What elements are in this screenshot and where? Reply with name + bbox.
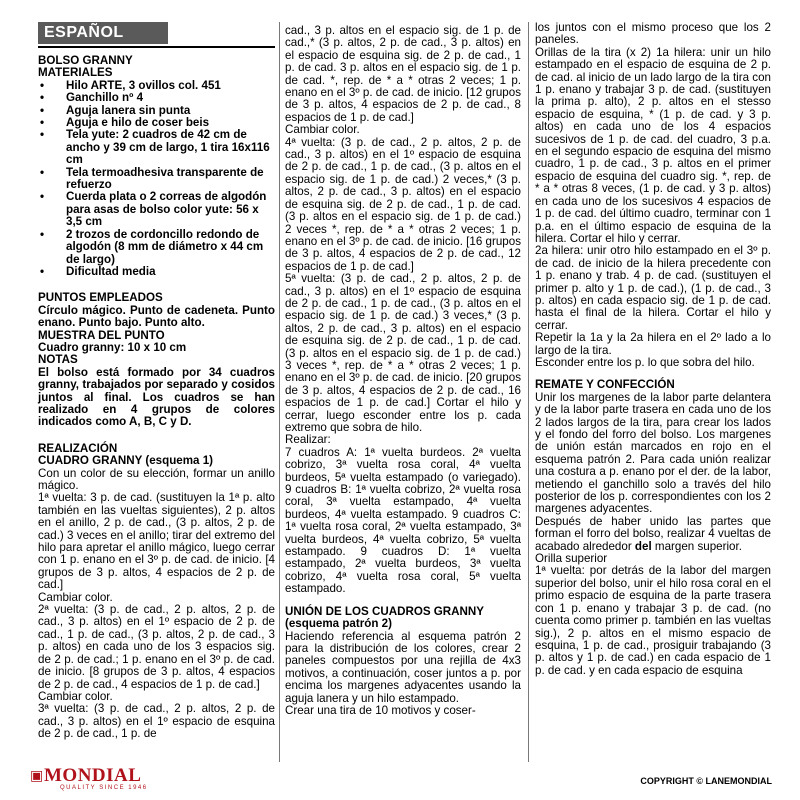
union-text: Haciendo referencia al esquema patrón 2 para la distribución de los colores, crear 2 paneles compuestos por una rejilla de 4x3 motivos, a continuación, coser juntos a p. por encima los margenes adyacentes usando la aguja lanera y un hilo estampado. (285, 629, 521, 705)
sample-heading: MUESTRA DEL PUNTO (38, 328, 165, 342)
list-item: • Dificultad media (38, 266, 275, 278)
round-1-text: 1ª vuelta: 3 p. de cad. (sustituyen la 1ª p. alto también en las vueltas siguientes), 2 p. altos en el anillo, 2 p. de cad., (3 p. altos, 2 p. de cad.) 3 veces en el anillo; tirar del extremo del hilo para apretar el anillo mágico, luego cerrar con 1 p. enano en el 3º p. de cad. de inicio. [4 grupos de 3 p. altos, 4 espacios de 2 p. de cad.] (38, 491, 275, 592)
list-item: • Tela termoadhesiva transparente de refuerzo (38, 167, 275, 192)
upper-round-1-text: 1ª vuelta: por detrás de la labor del margen superior del bolso, unir el hilo rosa coral en el primo espacio de esquina de la parte trasera con 1 p. enano y trabajar 3 p. de cad. (no cuenta como primer p. también en las vueltas sig.), 2 p. altos en el mismo espacio de esquina, 1 p. de cad., prosiguir trabajando (3 p. altos y 1 p. de cad.) en cada espacio de 1 p. de cad. y en cada espacio de esquina (535, 564, 771, 677)
brand-name: MONDIAL (44, 765, 142, 786)
column-3 (535, 22, 771, 677)
brand-mark-icon: ▣ (30, 767, 44, 783)
language-label: ESPAÑOL (38, 22, 168, 44)
sample-text: Cuadro granny: 10 x 10 cm (38, 340, 187, 354)
pattern-title: BOLSO GRANNY (38, 54, 133, 67)
materials-list (38, 80, 275, 279)
materials-heading: MATERIALES (38, 66, 113, 80)
column-divider-1 (279, 22, 280, 762)
list-item: • 2 trozos de cordoncillo redondo de algodón (8 mm de diámetro x 44 cm de largo) (38, 229, 275, 266)
copyright-text: COPYRIGHT © LANEMONDIAL (640, 776, 772, 786)
list-item: • Hilo ARTE, 3 ovillos col. 451 (38, 80, 275, 92)
mondial-logo (30, 766, 170, 794)
repeat-text: Repetir la 1a y la 2a hilera en el 2º lado a lo largo de la tira. (535, 331, 771, 357)
realizar-label: Realizar: (285, 433, 331, 447)
column-2 (285, 25, 521, 717)
round-5-text: 5ª vuelta: (3 p. de cad., 2 p. altos, 2 p. de cad., 3 p. altos) en el 1º espacio de esquina de 2 p. de cad., 1 p. de cad., (3 p. altos en el espacio sig. de 1 p. de cad.) 3 veces,* (3 p. altos, 2 p. de cad., 3 p. altos) en el espacio de esquina sig. de 2 p. de cad., 1 p. de cad. (3 p. altos en el espacio sig. de 1 p. de cad.) 3 veces *, rep. de * a * otras 2 veces; 1 p. enano en el 3º p. de cad. de inicio. [20 grupos de 3 p. altos, 4 espacios de 2 p. de cad., 16 espacios de 1 p. de cad.] Cortar el hilo y cerrar, luego esconder entre los p. cada extremo que sobra de hilo. (285, 272, 521, 434)
column-divider-2 (528, 22, 529, 762)
union-strip-text: Crear una tira de 10 motivos y coser- (285, 703, 476, 717)
header-rule (38, 46, 275, 48)
change-color-text: Cambiar color. (38, 590, 113, 604)
color-groups-text: 7 cuadros A: 1ª vuelta burdeos. 2ª vuelta cobrizo, 3ª vuelta rosa coral, 4ª vuelta burdeos, 5ª vuelta estampado (o variegado). 9 cuadros B: 1ª vuelta cobrizo, 2ª vuelta rosa coral, 3ª vuelta estampado, 4ª vuelta burdeos, 4ª vuelta estampado. 9 cuadros C: 1ª vuelta rosa coral, 2ª vuelta estampado, 3ª vuelta burdeos, 4ª vuelta cobrizo, 5ª vuelta estampado. 9 cuadros D: 1ª vuelta estampado, 2ª vuelta burdeos, 3ª vuelta cobrizo, 4ª vuelta rosa coral, 5ª vuelta estampado. (285, 445, 521, 596)
upper-edge-label: Orilla superior (535, 552, 608, 566)
finish-heading: REMATE Y CONFECCIÓN (535, 378, 675, 392)
column-1 (38, 55, 275, 741)
intro-text: Con un color de su elección, formar un anillo mágico. (38, 466, 275, 492)
finish-text: Unir los margenes de la labor parte delantera y de la labor parte trasera en cada uno de los 2 lados largos de la tira, para crear los lados y el fondo del forro del bolso. Los margenes de unión están marcados en rojo en el esquema patrón 2. Para cada unión realizar una costura a p. enano por el der. de la labor, metiendo el ganchillo solo a través del hilo posterior de los p. correspondientes con los 2 margenes adyacentes. (535, 390, 771, 516)
list-item: • Aguja e hilo de coser beis (38, 117, 275, 129)
list-item: • Aguja lanera sin punta (38, 105, 275, 117)
round-3-continued-text: cad., 3 p. altos en el espacio sig. de 1 p. de cad.,* (3 p. altos, 2 p. de cad., 3 p. altos) en el espacio de esquina sig. de 2 p. de cad., 1 p. de cad. 3 p. altos en el espacio sig. de 1 p. de cad. *, rep. de * a * otras 2 veces; 1 p. enano en el 3º p. de cad. de inicio. [12 grupos de 3 p. altos, 4 espacios de 2 p. de cad., 8 espacios de 1 p. de cad.] (285, 24, 521, 124)
list-item: • Ganchillo nº 4 (38, 92, 275, 104)
list-item: • Tela yute: 2 cuadros de 42 cm de ancho y 39 cm de largo, 1 tira 16x116 cm (38, 129, 275, 166)
finish-2-part-b: del (634, 539, 652, 553)
round-3-text: 3ª vuelta: (3 p. de cad., 2 p. altos, 2 p. de cad., 3 p. altos) en el 1º espacio de esquina de 2 p. de cad., 1 p. de (38, 702, 275, 741)
notes-text: El bolso está formado por 34 cuadros granny, trabajados por separado y cosidos juntos al final. Los cuadros se han realizado en 4 grupos de colores indicados como A, B, C y D. (38, 365, 275, 429)
edges-text: Orillas de la tira (x 2) 1a hilera: unir un hilo estampado en el espacio de esquina de 2 p. de cad. al inicio de un lado largo de la tira con 1 p. enano y trabajar 3 p. de cad. (sustituyen la prima p. alto), 2 p. altos en el stesso espacio de esquina, * (1 p. de cad. y 3 p. altos) en cada uno de los 4 espacios sucesivos de 1 p. de cad. del cuadro, 3 p.a. en el segundo espacio de esquina del mismo cuadro, 1 p. de cad., 3 p. altos en el primer espacio de esquina del cuadro sig. *, rep. de * a * otras 8 veces, (1 p. de cad. y 3 p. altos) en cada uno de los sucesivos 4 espacios de 1 p. de cad. del último cuadro, terminar con 1 p.a. en el último espacio de esquina de la hilera. Cortar el hilo y cerrar. (535, 45, 771, 245)
round-4-text: 4ª vuelta: (3 p. de cad., 2 p. altos, 2 p. de cad., 3 p. altos) en el 1º espacio de esquina de 2 p. de cad., 1 p. de cad., (3 p. altos en el espacio sig. de 1 p. de cad.) 2 veces,* (3 p. altos, 2 p. de cad., 3 p. altos) en el espacio de esquina sig. de 2 p. de cad., 1 p. de cad. (3 p. altos en el espacio sig. de 1 p. de cad.) 2 veces *, rep. de * a * otras 2 veces; 1 p. enano en el 3º p. de cad. de inicio. [16 grupos de 3 p. altos, 4 espacios de 2 p. de cad., 12 espacios de 1 p. de cad.] (285, 135, 521, 273)
granny-heading: CUADRO GRANNY (esquema 1) (38, 454, 214, 468)
hide-ends-text: Esconder entre los p. lo que sobra del hilo. (535, 355, 755, 369)
finish-2-part-a: Después de haber unido las partes que forman el forro del bolso, realizar 4 vueltas de acabado alrededor (535, 514, 771, 553)
panels-continued-text: los juntos con el mismo proceso que los 2 paneles. (535, 21, 771, 47)
change-color-text: Cambiar color. (285, 123, 360, 137)
stitches-heading: PUNTOS EMPLEADOS (38, 291, 163, 305)
list-item: • Cuerda plata o 2 correas de algodón para asas de bolso color yute: 56 x 3,5 cm (38, 191, 275, 228)
union-heading: UNIÓN DE LOS CUADROS GRANNY (esquema patrón 2) (285, 604, 484, 631)
row-2-text: 2a hilera: unir otro hilo estampado en el 3º p. de cad. de inicio de la hilera precedente con 1 p. enano y trab. 4 p. de cad. (sustituyen el primer p. alto y 1 p. de cad.), (1 p. de cad., 3 p. altos) en cada espacio sig. de 1 p. de cad. hasta el final de la hilera. Cortar el hilo y cerrar. (535, 244, 771, 332)
notes-heading: NOTAS (38, 353, 78, 367)
finish-2-part-c: margen superior. (654, 539, 742, 553)
stitches-text: Círculo mágico. Punto de cadeneta. Punto enano. Punto bajo. Punto alto. (38, 303, 275, 330)
round-2-text: 2ª vuelta: (3 p. de cad., 2 p. altos, 2 p. de cad., 3 p. altos) en el 1º espacio de 2 p. de cad., 1 p. de cad., (3 p. altos, 2 p. de cad., 3 p. altos) en cada uno de los 3 espacios sig. de 2 p. de cad.; 1 p. enano en el 3º p. de cad. de inicio. [8 grupos de 3 p. altos, 4 espacios de 2 p. de cad., 4 espacios de 1 p. de cad.] (38, 603, 275, 691)
brand-tagline: QUALITY SINCE 1946 (60, 785, 148, 791)
realization-heading: REALIZACIÓN (38, 441, 118, 455)
finish-2-text (535, 516, 771, 553)
change-color-text: Cambiar color. (38, 689, 113, 703)
